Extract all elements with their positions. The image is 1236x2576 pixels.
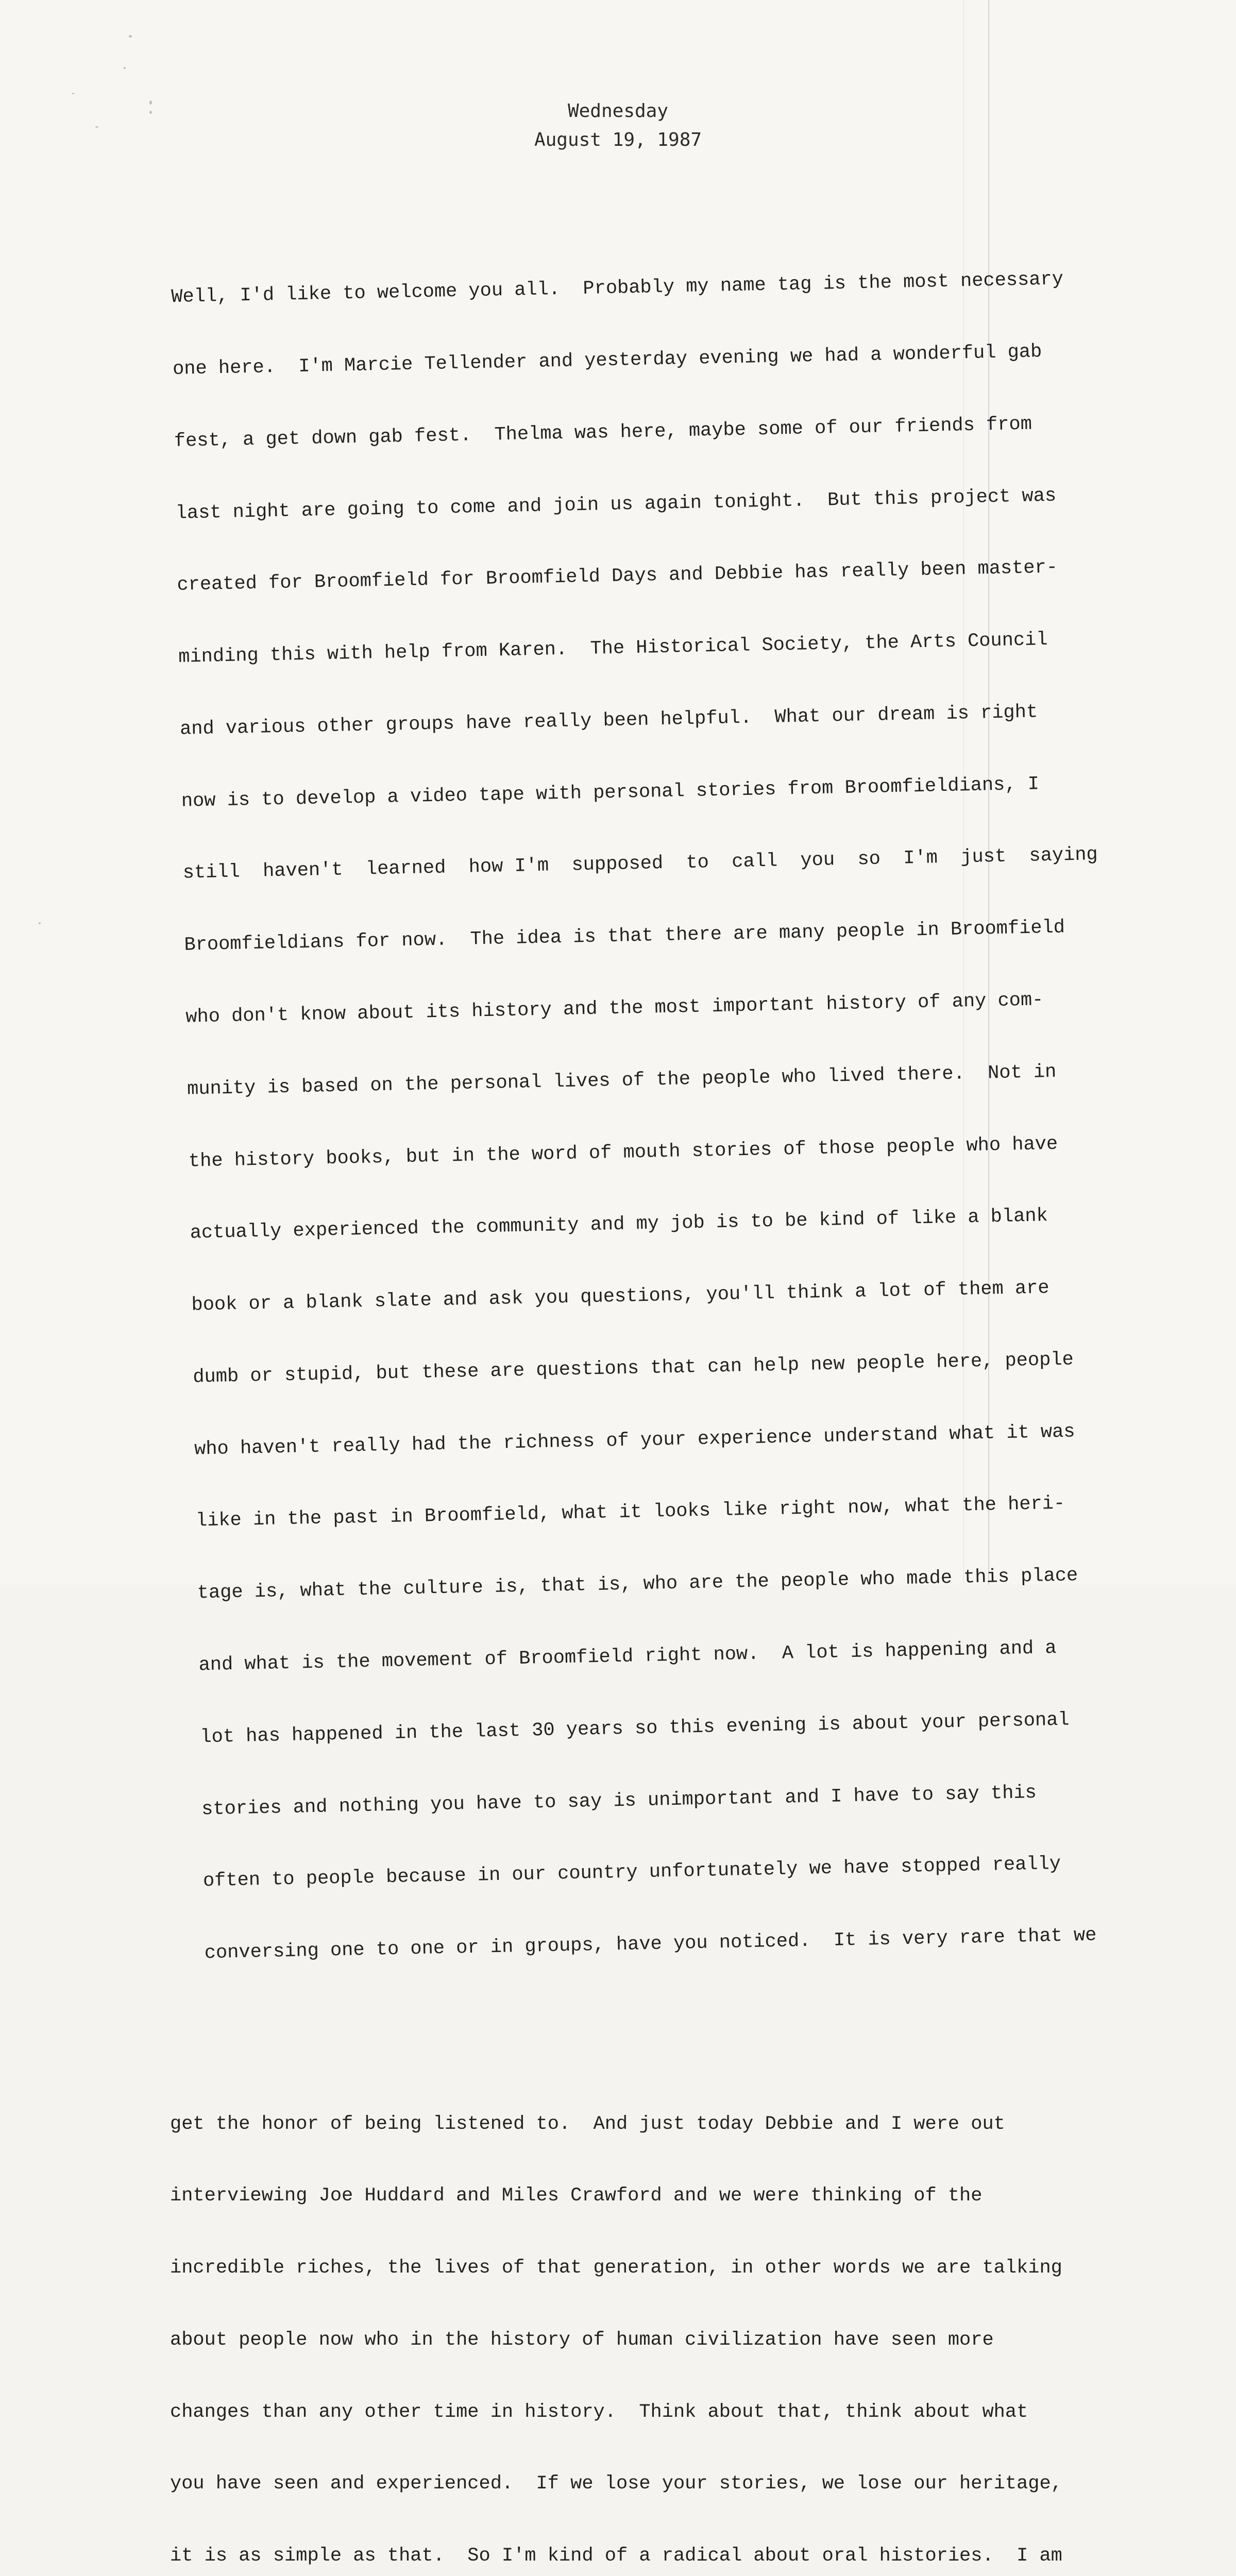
transcript-line: created for Broomfield for Broomfield Days and Debbie has really been master- [177, 557, 1058, 597]
transcript-line: Broomfieldians for now. The idea is that there are many people in Broomfield [184, 917, 1065, 957]
transcript-body [170, 190, 1113, 2576]
transcript-line: interviewing Joe Huddard and Miles Crawford and we were thinking of the [170, 2185, 983, 2207]
transcript-line: and what is the movement of Broomfield right now. A lot is happening and a [198, 1637, 1057, 1676]
scan-speck [129, 35, 132, 38]
transcript-line: one here. I'm Marcie Tellender and yesterday evening we had a wonderful gab [172, 341, 1042, 381]
transcript-line: munity is based on the personal lives of the people who lived there. Not in [187, 1061, 1057, 1100]
transcript-line: like in the past in Broomfield, what it looks like right now, what the heri- [195, 1493, 1065, 1533]
transcript-line: who haven't really had the richness of your experience understand what it was [194, 1421, 1075, 1461]
transcript-line: last night are going to come and join us again tonight. But this project was [175, 485, 1057, 524]
transcript-line: about people now who in the history of human civilization have seen more [170, 2329, 994, 2351]
transcript-line: lot has happened in the last 30 years so this evening is about your personal [200, 1709, 1070, 1749]
transcript-line: minding this with help from Karen. The Historical Society, the Arts Council [178, 629, 1048, 669]
transcript-line: dumb or stupid, but these are questions that can help new people here, people [192, 1349, 1074, 1388]
transcript-line: and various other groups have really been helpful. What our dream is right [179, 701, 1038, 740]
transcript-line: still haven't learned how I'm supposed to call you so I'm just saying [182, 844, 1098, 885]
transcript-line: incredible riches, the lives of that generation, in other words we are talking [170, 2257, 1062, 2279]
page-header [0, 97, 1236, 155]
transcript-line: the history books, but in the word of mouth stories of those people who have [188, 1133, 1058, 1173]
scan-speck [124, 67, 126, 69]
transcript-line: changes than any other time in history. Think about that, think about what [170, 2401, 1028, 2423]
scan-speck [72, 93, 74, 94]
transcript-lower-block [170, 2064, 1113, 2576]
scan-speck [39, 922, 41, 924]
transcript-line: now is to develop a video tape with personal stories from Broomfieldians, I [181, 773, 1040, 812]
transcript-line: fest, a get down gab fest. Thelma was here, maybe some of our friends from [174, 413, 1032, 452]
transcript-line: conversing one to one or in groups, have you noticed. It is very rare that we [204, 1924, 1097, 1964]
transcript-line: often to people because in our country unfortunately we have stopped really [202, 1853, 1061, 1892]
header-day: Wednesday [567, 100, 669, 122]
transcript-line: get the honor of being listened to. And just today Debbie and I were out [170, 2113, 1005, 2135]
header-date: August 19, 1987 [534, 129, 702, 150]
transcript-line: you have seen and experienced. If we lose your stories, we lose our heritage, [170, 2473, 1062, 2495]
transcript-line: tage is, what the culture is, that is, who are the people who made this place [197, 1565, 1078, 1604]
transcript-line: it is as simple as that. So I'm kind of a radical about oral histories. I am [170, 2545, 1062, 2567]
transcript-line: Well, I'd like to welcome you all. Probably my name tag is the most necessary [171, 268, 1064, 309]
transcript-line: stories and nothing you have to say is unimportant and I have to say this [201, 1782, 1037, 1821]
transcript-line: book or a blank slate and ask you questions, you'll think a lot of them are [191, 1277, 1049, 1316]
transcript-upper-block [170, 218, 1148, 2013]
transcript-line: actually experienced the community and my job is to be kind of like a blank [190, 1205, 1048, 1245]
transcript-line: who don't know about its history and the most important history of any com- [185, 989, 1044, 1028]
